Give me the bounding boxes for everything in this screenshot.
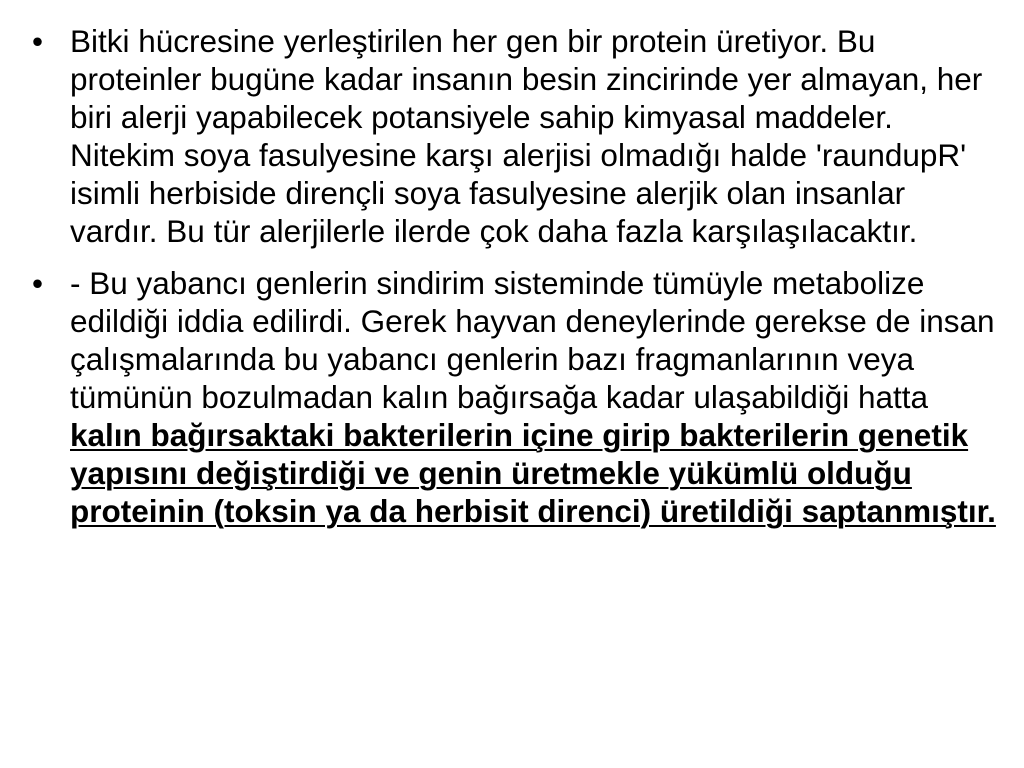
bullet-text: - Bu yabancı genlerin sindirim sisteminde tümüyle metabolize edildiği iddia edilirdi. Gerek hayvan deneylerinde gerekse de insan çalışmalarında bu yabancı genlerin bazı fragmanlarının veya tümünün bozulmadan kalın bağırsağa kadar ulaşabildiği hatta [70, 265, 995, 415]
bullet-icon: • [32, 23, 44, 59]
bullet-icon: • [32, 265, 44, 301]
bullet-list [28, 22, 1000, 530]
emphasized-text: kalın bağırsaktaki bakterilerin içine girip bakterilerin genetik yapısını değiştirdiği ve genin üretmekle yükümlü olduğu proteinin (toksin ya da herbisit direnci) üretildiği saptanmıştır. [70, 417, 996, 529]
bullet-item-gene-transfer [28, 264, 1000, 530]
bullet-item-allergy [28, 22, 1000, 250]
bullet-text: Bitki hücresine yerleştirilen her gen bir protein üretiyor. Bu proteinler bugüne kadar insanın besin zincirinde yer almayan, her biri alerji yapabilecek potansiyele sahip kimyasal maddeler. Nitekim soya fasulyesine karşı alerjisi olmadığı halde 'raundupR' isimli herbiside dirençli soya fasulyesine alerjik olan insanlar vardır. Bu tür alerjilerle ilerde çok daha fazla karşılaşılacaktır. [70, 23, 983, 249]
